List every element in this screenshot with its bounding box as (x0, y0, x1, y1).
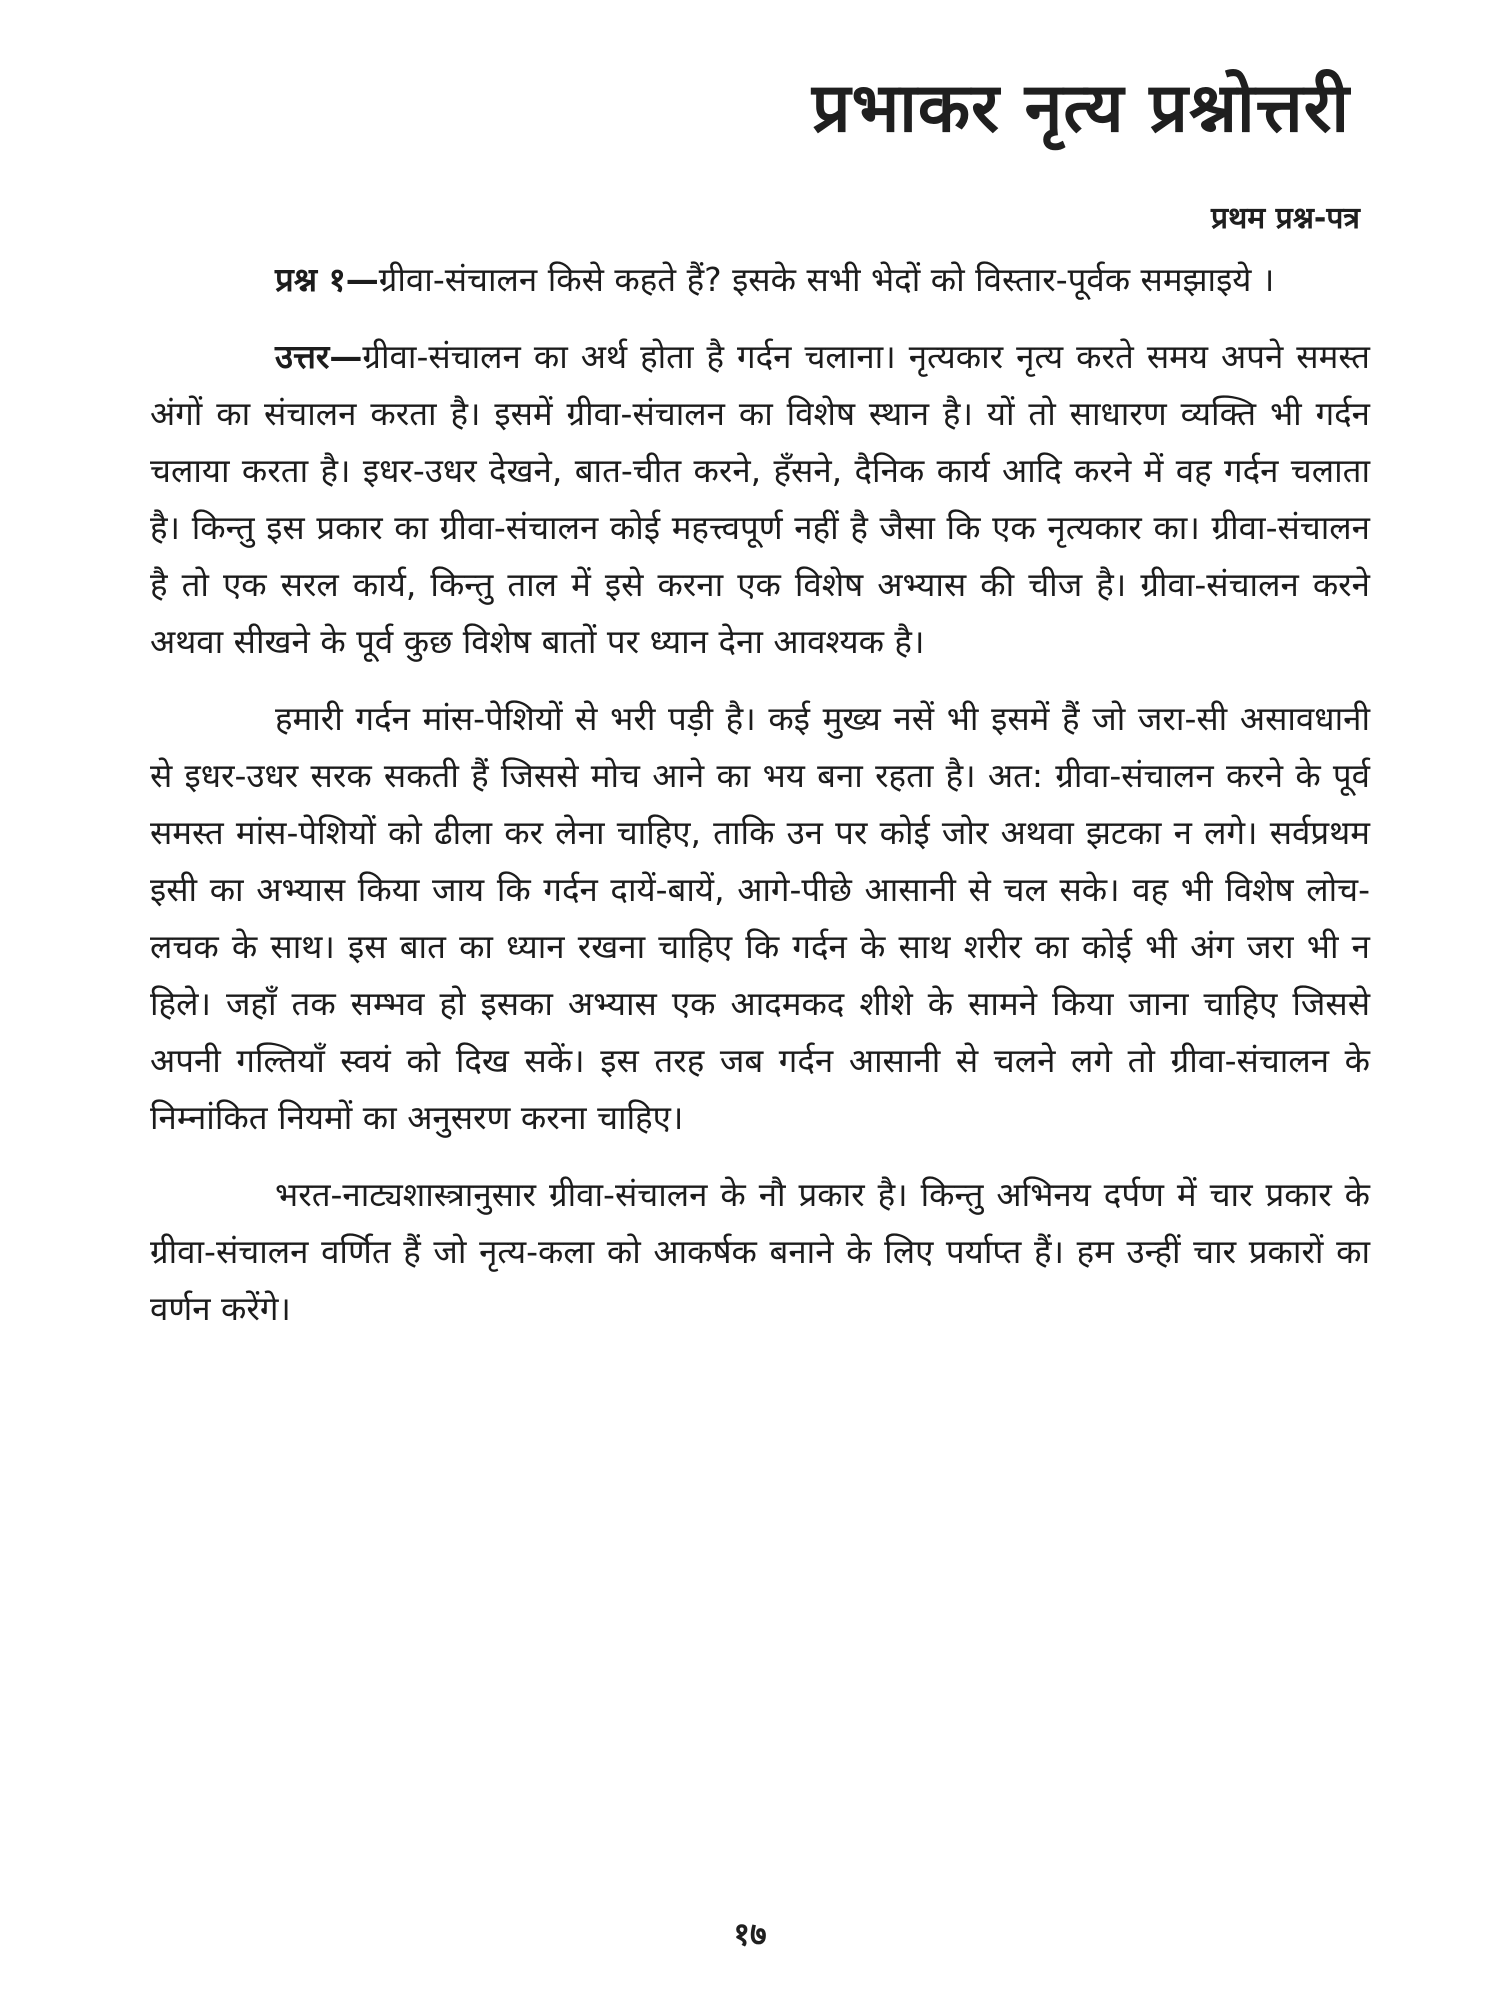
question-lead: प्रश्न १— (275, 260, 379, 300)
question-text: ग्रीवा-संचालन किसे कहते हैं? इसके सभी भेदों को विस्तार-पूर्वक समझाइये । (378, 260, 1275, 300)
answer-text: ग्रीवा-संचालन का अर्थ होता है गर्दन चलाना। नृत्यकार नृत्य करते समय अपने समस्त अंगों का संचालन करता है। इसमें ग्रीवा-संचालन का विशेष स्थान है। यों तो साधारण व्यक्ति भी गर्दन चलाया करता है। इधर-उधर देखने, बात-चीत करने, हँसने, दैनिक कार्य आदि करने में वह गर्दन चलाता है। किन्तु इस प्रकार का ग्रीवा-संचालन कोई महत्त्वपूर्ण नहीं है जैसा कि एक नृत्यकार का। ग्रीवा-संचालन है तो एक सरल कार्य, किन्तु ताल में इसे करना एक विशेष अभ्यास की चीज है। ग्रीवा-संचालन करने अथवा सीखने के पूर्व कुछ विशेष बातों पर ध्यान देना आवश्यक है। (150, 337, 1370, 662)
body-paragraph-2: हमारी गर्दन मांस-पेशियों से भरी पड़ी है। कई मुख्य नसें भी इसमें हैं जो जरा-सी असावधानी से इधर-उधर सरक सकती हैं जिससे मोच आने का भय बना रहता है। अत: ग्रीवा-संचालन करने के पूर्व समस्त मांस-पेशियों को ढीला कर लेना चाहिए, ताकि उन पर कोई जोर अथवा झटका न लगे। सर्वप्रथम इसी का अभ्यास किया जाय कि गर्दन दायें-बायें, आगे-पीछे आसानी से चल सके। वह भी विशेष लोच-लचक के साथ। इस बात का ध्यान रखना चाहिए कि गर्दन के साथ शरीर का कोई भी अंग जरा भी न हिले। जहाँ तक सम्भव हो इसका अभ्यास एक आदमकद शीशे के सामने किया जाना चाहिए जिससे अपनी गल्तियाँ स्वयं को दिख सकें। इस तरह जब गर्दन आसानी से चलने लगे तो ग्रीवा-संचालन के निम्नांकित नियमों का अनुसरण करना चाहिए। (150, 699, 1370, 1138)
page-number: १७ (733, 1915, 767, 1953)
question-paragraph (150, 251, 1370, 308)
book-title: प्रभाकर नृत्य प्रश्नोत्तरी (811, 69, 1350, 148)
body-paragraph-3: भरत-नाट्यशास्त्रानुसार ग्रीवा-संचालन के नौ प्रकार है। किन्तु अभिनय दर्पण में चार प्रकार के ग्रीवा-संचालन वर्णित हैं जो नृत्य-कला को आकर्षक बनाने के लिए पर्याप्त हैं। हम उन्हीं चार प्रकारों का वर्णन करेंगे। (150, 1175, 1370, 1329)
answer-lead: उत्तर— (275, 337, 363, 377)
paper-label: प्रथम प्रश्न-पत्र (1211, 201, 1360, 237)
answer-paragraph (150, 328, 1370, 670)
